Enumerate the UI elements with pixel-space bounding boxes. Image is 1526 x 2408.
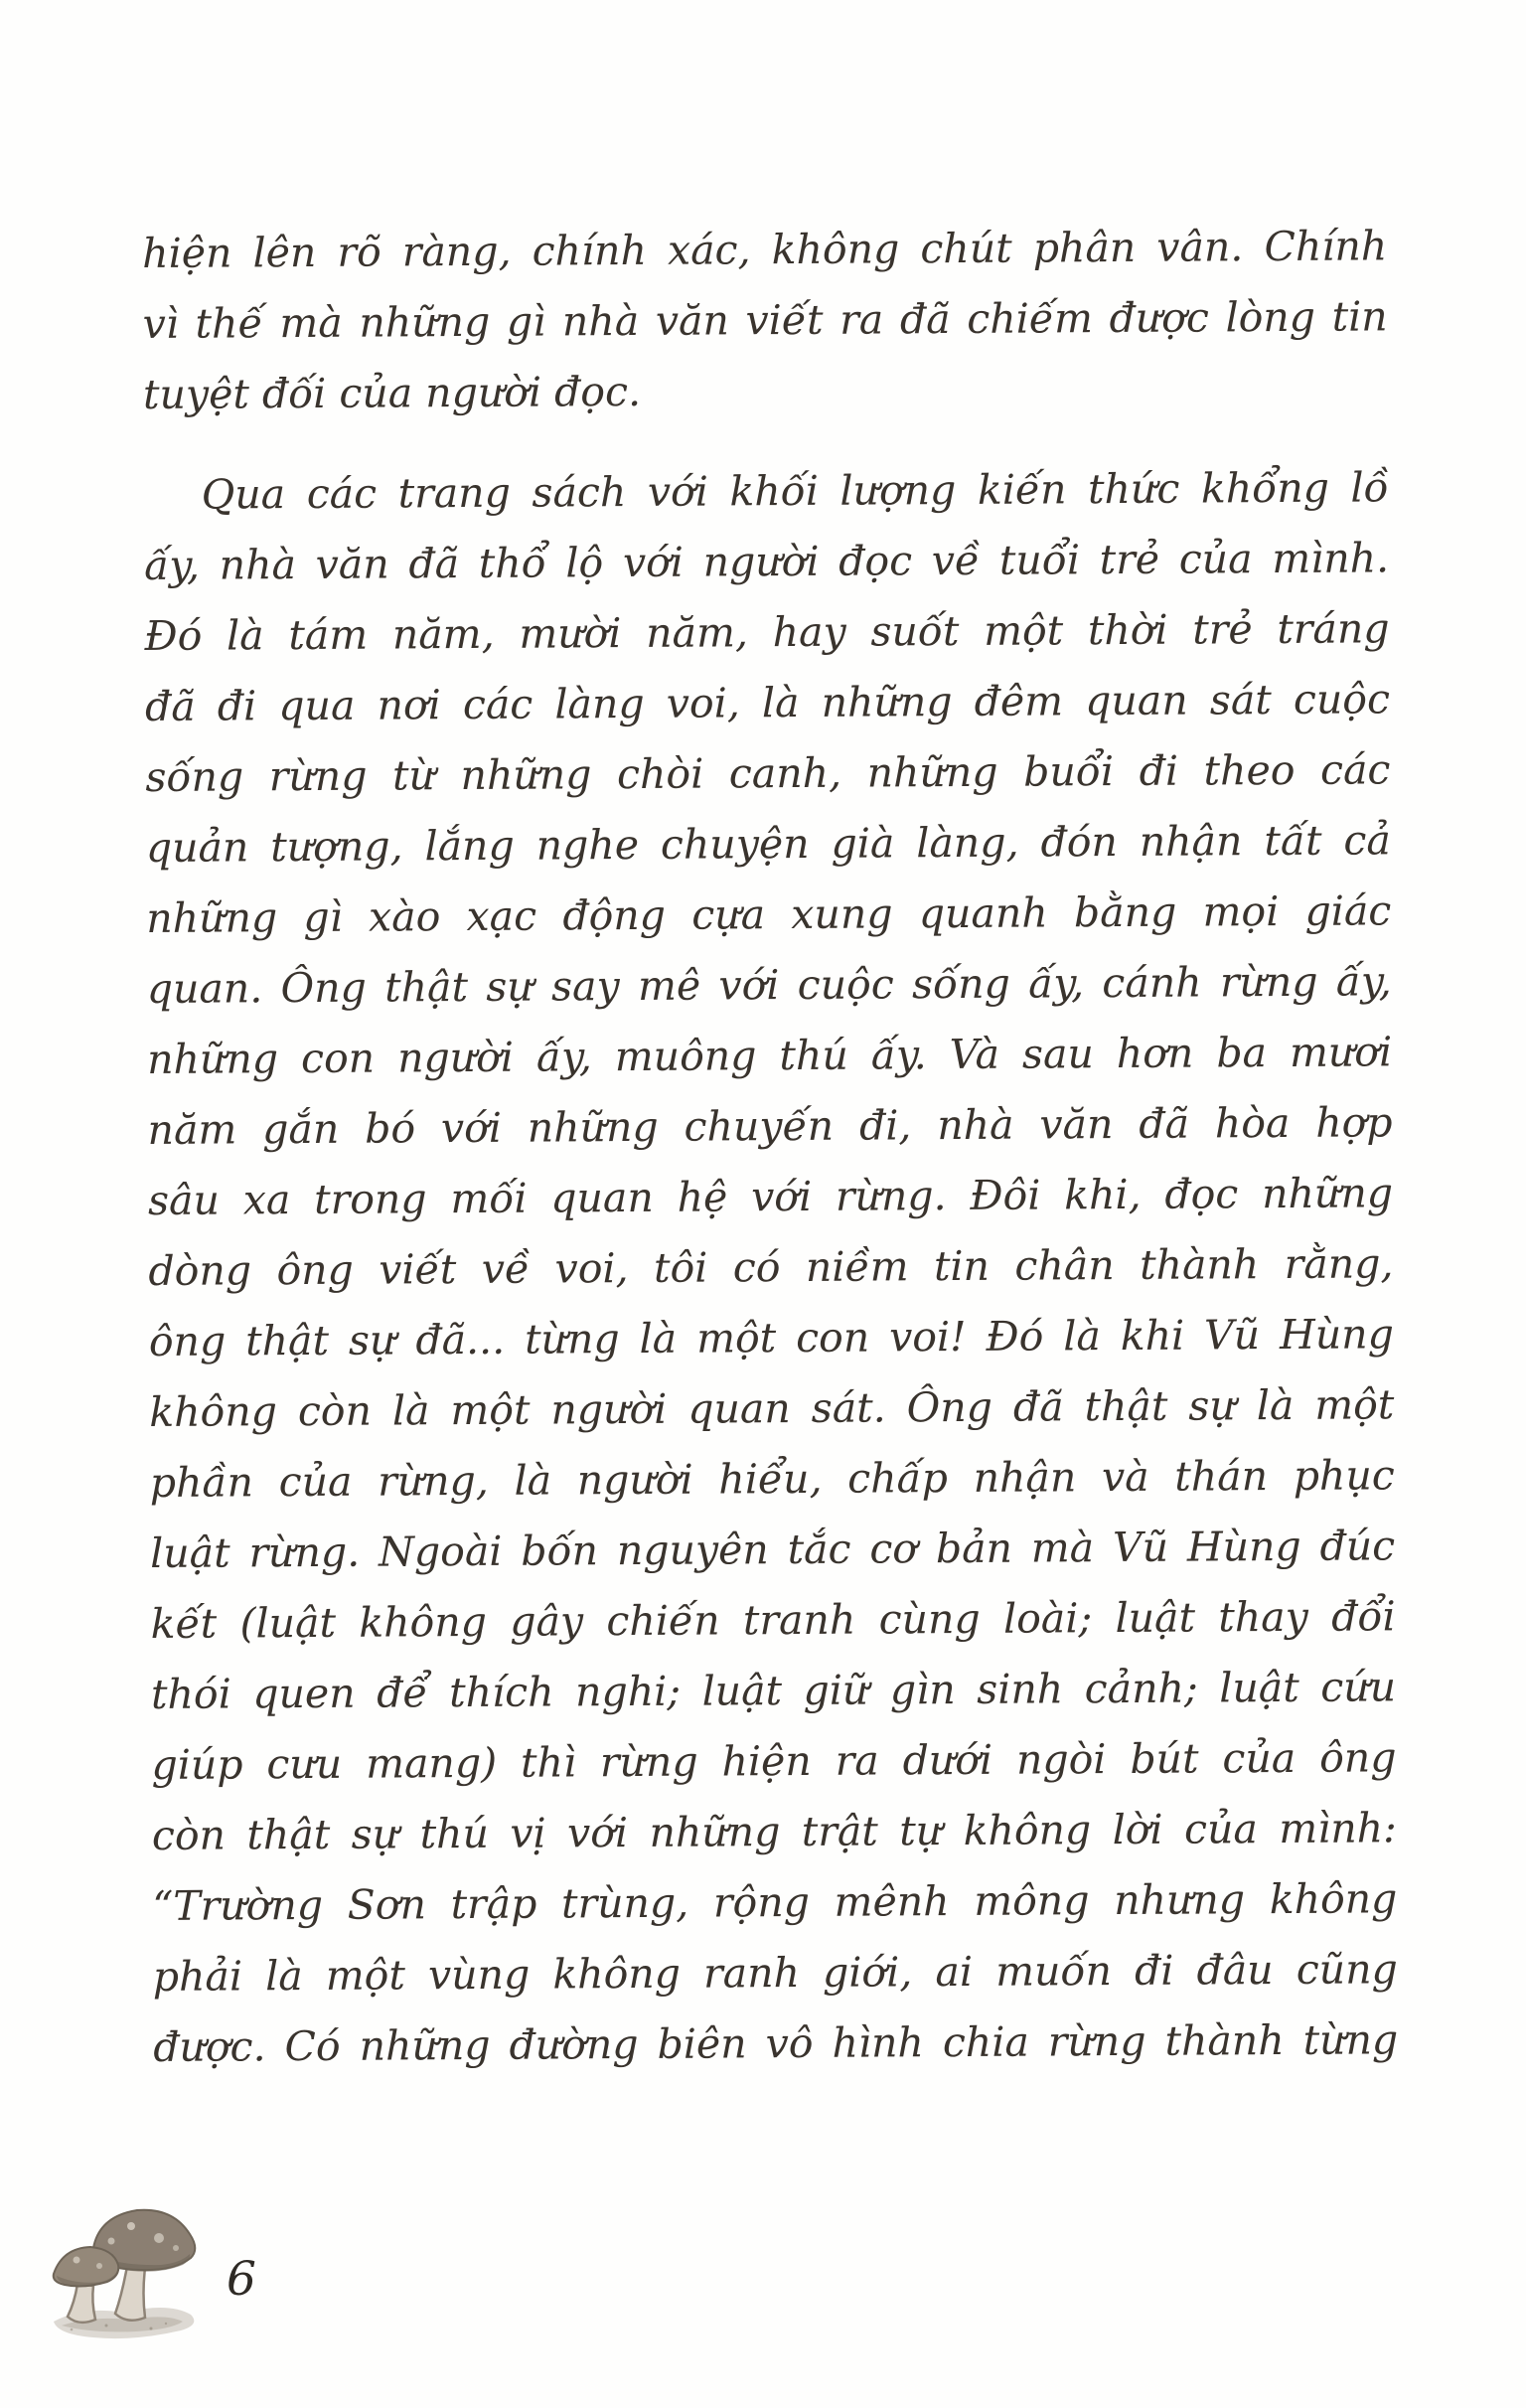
page-text [142,211,1398,2083]
text-line: luật rừng. Ngoài bốn nguyên tắc cơ bản mà Vũ Hùng đúc [150,1522,1396,1577]
text-line: còn thật sự thú vị với những trật tự không lời của mình: [151,1804,1398,1859]
text-line: ông thật sự đã... từng là một con voi! Đó là khi Vũ Hùng [148,1310,1395,1365]
text-line: được. Có những đường biên vô hình chia rừng thành từng [153,2015,1399,2071]
text-line: hiện lên rõ ràng, chính xác, không chút phân vân. Chính [142,222,1388,277]
text-line: quản tượng, lắng nghe chuyện già làng, đón nhận tất cả [145,816,1391,872]
text-line: Đó là tám năm, mười năm, hay suốt một thời trẻ tráng [144,604,1390,660]
text-line: vì thế mà những gì nhà văn viết ra đã chiếm được lòng tin [142,292,1388,348]
page-footer [0,2186,397,2365]
text-line: không còn là một người quan sát. Ông đã thật sự là một [149,1380,1395,1436]
text-line: đã đi qua nơi các làng voi, là những đêm quan sát cuộc [144,675,1391,730]
text-line: những con người ấy, muông thú ấy. Và sau hơn ba mươi [147,1028,1393,1083]
text-line: phần của rừng, là người hiểu, chấp nhận và thán phục [149,1451,1395,1507]
text-line: quan. Ông thật sự say mê với cuộc sống ấy, cánh rừng ấy, [146,957,1392,1013]
text-line: tuyệt đối của người đọc. [142,367,642,418]
text-line: “Trường Sơn trập trùng, rộng mênh mông nhưng không [152,1874,1398,1930]
text-line: những gì xào xạc động cựa xung quanh bằng mọi giác [146,886,1392,942]
mushrooms-illustration [42,2196,211,2345]
text-line: kết (luật không gây chiến tranh cùng loài; luật thay đổi [150,1592,1396,1648]
text-line: sống rừng từ những chòi canh, những buổi đi theo các [145,745,1391,801]
text-line: giúp cưu mang) thì rừng hiện ra dưới ngòi bút của ông [151,1733,1397,1789]
paragraph-main [143,452,1398,2083]
text-line: ấy, nhà văn đã thổ lộ với người đọc về tuổi trẻ của mình. [143,534,1390,589]
text-line: thói quen để thích nghi; luật giữ gìn sinh cảnh; luật cứu [150,1663,1397,1718]
text-line: phải là một vùng không ranh giới, ai muốn đi đâu cũng [152,1945,1398,2001]
text-line: dòng ông viết về voi, tôi có niềm tin chân thành rằng, [148,1239,1394,1295]
text-line: sâu xa trong mối quan hệ với rừng. Đôi khi, đọc những [147,1169,1394,1224]
paragraph-continuation [142,211,1388,430]
text-line: năm gắn bó với những chuyến đi, nhà văn đã hòa hợp [147,1098,1393,1154]
page-number: 6 [227,2252,256,2307]
text-line: Qua các trang sách với khối lượng kiến thức khổng lồ [201,463,1389,519]
